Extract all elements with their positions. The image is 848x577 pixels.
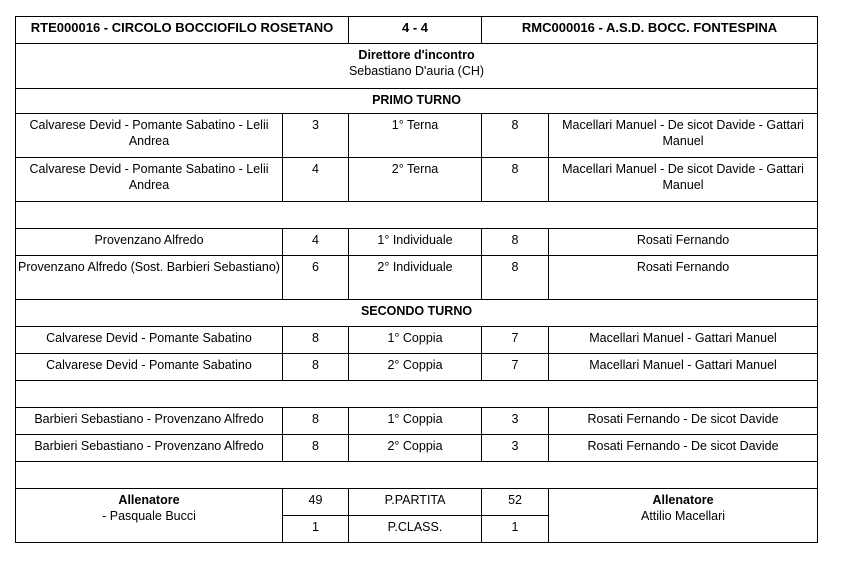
away-players: Rosati Fernando [549,229,818,256]
home-partita-points: 49 [283,489,349,516]
away-players: Macellari Manuel - De sicot Davide - Gattari Manuel [549,114,818,158]
home-score: 6 [283,256,349,300]
director-row [16,44,818,89]
away-players: Rosati Fernando [549,256,818,300]
game-type: 1° Coppia [349,327,482,354]
match-score: 4 - 4 [349,17,482,44]
section-title-primo-turno: PRIMO TURNO [16,89,818,114]
home-score: 8 [283,435,349,462]
away-score: 3 [482,435,549,462]
director-cell [16,44,818,89]
spacer-row [16,381,818,408]
section-title-secondo-turno: SECONDO TURNO [16,300,818,327]
section-row [16,89,818,114]
home-players: Provenzano Alfredo [16,229,283,256]
game-type: 1° Coppia [349,408,482,435]
away-players: Rosati Fernando - De sicot Davide [549,408,818,435]
away-score: 8 [482,256,549,300]
spacer-cell [16,462,818,489]
away-partita-points: 52 [482,489,549,516]
home-score: 8 [283,327,349,354]
match-row [16,114,818,158]
away-players: Macellari Manuel - Gattari Manuel [549,354,818,381]
match-row [16,256,818,300]
home-players: Provenzano Alfredo (Sost. Barbieri Sebastiano) [16,256,283,300]
away-score: 8 [482,158,549,202]
partita-label: P.PARTITA [349,489,482,516]
away-coach-cell [549,489,818,543]
game-type: 2° Terna [349,158,482,202]
spacer-row [16,462,818,489]
match-row [16,354,818,381]
home-class-points: 1 [283,516,349,543]
away-players: Macellari Manuel - Gattari Manuel [549,327,818,354]
game-type: 1° Individuale [349,229,482,256]
away-class-points: 1 [482,516,549,543]
match-row [16,408,818,435]
spacer-cell [16,381,818,408]
away-team-name: RMC000016 - A.S.D. BOCC. FONTESPINA [482,17,818,44]
home-players: Barbieri Sebastiano - Provenzano Alfredo [16,408,283,435]
home-players: Calvarese Devid - Pomante Sabatino [16,327,283,354]
away-score: 3 [482,408,549,435]
home-coach-cell [16,489,283,543]
home-players: Calvarese Devid - Pomante Sabatino [16,354,283,381]
home-score: 8 [283,354,349,381]
away-coach-label: Allenatore [652,493,714,507]
game-type: 2° Individuale [349,256,482,300]
home-score: 4 [283,158,349,202]
home-coach-label: Allenatore [118,493,180,507]
home-team-name: RTE000016 - CIRCOLO BOCCIOFILO ROSETANO [16,17,349,44]
home-players: Calvarese Devid - Pomante Sabatino - Lelii Andrea [16,114,283,158]
home-score: 8 [283,408,349,435]
home-score: 3 [283,114,349,158]
away-coach-name: Attilio Macellari [640,509,726,523]
match-report-table [15,16,818,543]
director-label: Direttore d'incontro [358,48,475,62]
away-players: Rosati Fernando - De sicot Davide [549,435,818,462]
match-row [16,229,818,256]
away-players: Macellari Manuel - De sicot Davide - Gattari Manuel [549,158,818,202]
home-score: 4 [283,229,349,256]
away-score: 8 [482,229,549,256]
away-score: 7 [482,327,549,354]
spacer-row [16,202,818,229]
spacer-cell [16,202,818,229]
match-row [16,327,818,354]
footer-row-partita [16,489,818,516]
home-players: Calvarese Devid - Pomante Sabatino - Lelii Andrea [16,158,283,202]
match-row [16,158,818,202]
game-type: 2° Coppia [349,435,482,462]
class-label: P.CLASS. [349,516,482,543]
section-row [16,300,818,327]
game-type: 2° Coppia [349,354,482,381]
away-score: 8 [482,114,549,158]
director-name: Sebastiano D'auria (CH) [348,64,485,78]
home-coach-name: - Pasquale Bucci [102,509,196,523]
game-type: 1° Terna [349,114,482,158]
match-row [16,435,818,462]
home-players: Barbieri Sebastiano - Provenzano Alfredo [16,435,283,462]
header-row [16,17,818,44]
away-score: 7 [482,354,549,381]
